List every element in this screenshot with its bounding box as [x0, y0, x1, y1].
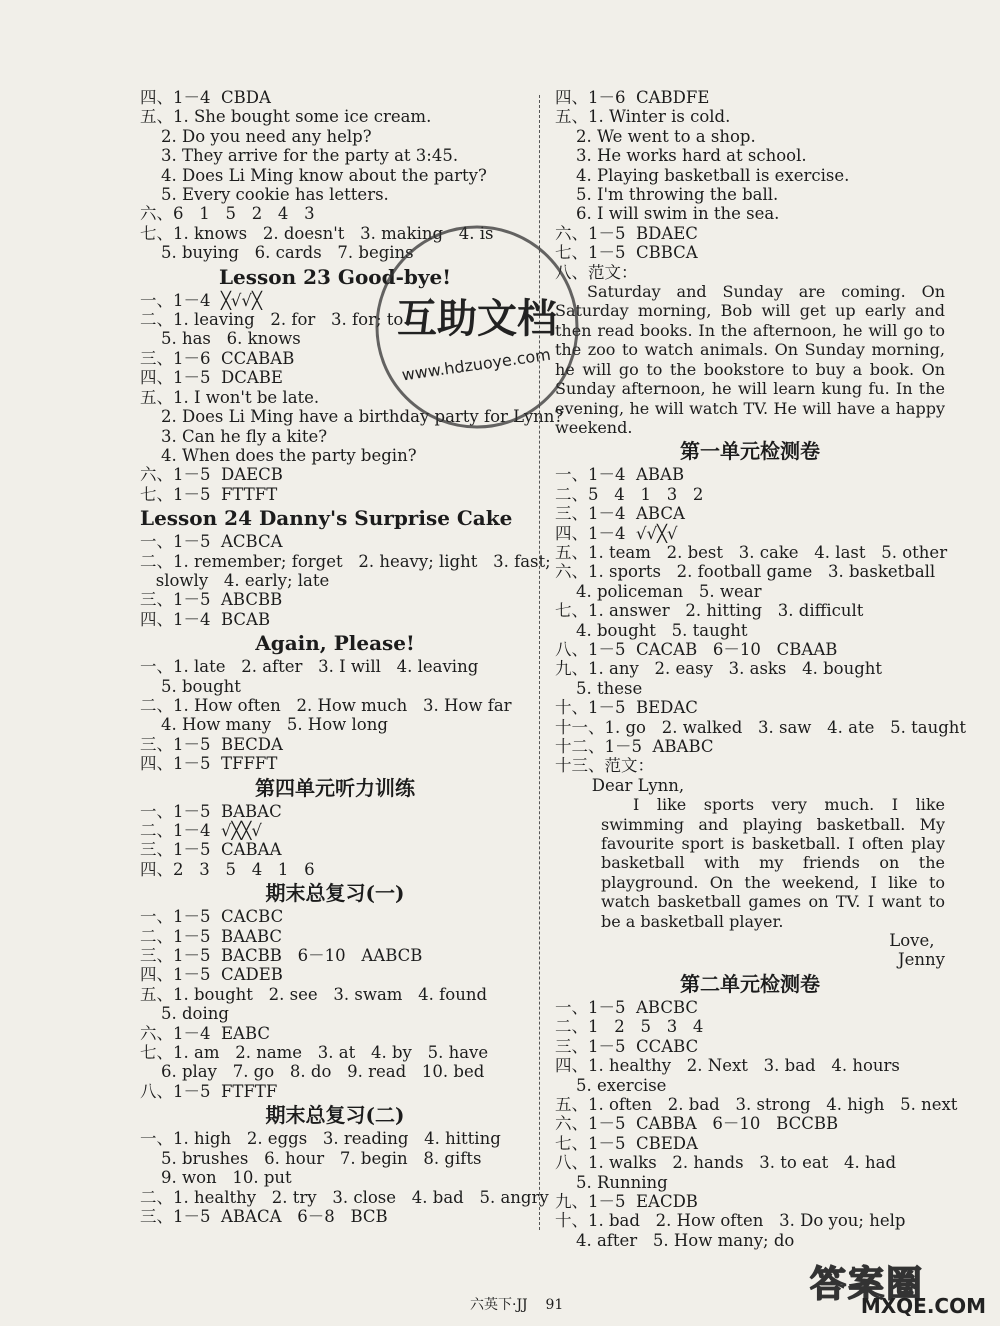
answer-line: 四、1－4 BCAB [140, 609, 271, 629]
answer-line: 4. Does Li Ming know about the party? [140, 165, 487, 185]
watermark-url: www.hdzuoye.com [400, 344, 552, 385]
answer-line: 一、1－5 BABAC [140, 801, 282, 821]
answer-line: 六、1. sports 2. football game 3. basketball [555, 562, 936, 582]
answer-line: 三、1－5 BACBB 6－10 AABCB [140, 946, 423, 966]
answer-line: 2. We went to a shop. [555, 126, 756, 146]
answer-line: 3. He works hard at school. [555, 146, 807, 166]
answer-line: 4. bought 5. taught [555, 620, 748, 640]
answer-line: 4. How many 5. How long [140, 715, 388, 735]
answer-line: 一、1－5 ABCBC [555, 997, 699, 1017]
answer-line: 二、1. remember; forget 2. heavy; light 3. fast; [140, 551, 551, 571]
answer-line: 七、1. answer 2. hitting 3. difficult [555, 601, 864, 621]
section-heading: Again, Please! [255, 631, 415, 656]
column-divider [539, 95, 540, 1230]
answer-line: 七、1－5 FTTFT [140, 484, 278, 504]
answer-line: 六、1－5 BDAEC [555, 223, 698, 243]
answer-line: 2. Does Li Ming have a birthday party for Lynn? [140, 407, 564, 427]
answer-line: 三、1－5 ABACA 6－8 BCB [140, 1206, 388, 1226]
answer-line: 八、范文： [555, 262, 638, 282]
answer-line: 六、6 1 5 2 4 3 [140, 204, 315, 224]
page-footer: 六英下·JJ 91 [470, 1297, 564, 1313]
answer-line: 二、1－4 √╳╳√ [140, 821, 262, 840]
answer-line: 八、1－5 CACAB 6－10 CBAAB [555, 639, 838, 659]
answer-line: 5. these [555, 678, 643, 698]
answer-line: 五、1. She bought some ice cream. [140, 107, 432, 127]
site-logo [802, 1256, 992, 1320]
answer-line: 十三、范文： [555, 756, 654, 776]
answer-line: 七、1－5 CBBCA [555, 243, 698, 263]
answer-line: 5. exercise [555, 1075, 667, 1095]
section-heading: Lesson 23 Good-bye! [218, 264, 452, 289]
answer-line: 八、1－5 FTFTF [140, 1081, 278, 1101]
answer-line: 十、1. bad 2. How often 3. Do you; help [555, 1211, 906, 1231]
answer-line: 一、1. high 2. eggs 3. reading 4. hitting [140, 1129, 501, 1149]
answer-line: 四、1－5 CADEB [140, 965, 283, 985]
answer-line: 七、1. knows 2. doesn't 3. making 4. is [140, 223, 494, 243]
answer-line: 4. Playing basketball is exercise. [555, 165, 850, 185]
answer-line: 九、1. any 2. easy 3. asks 4. bought [555, 659, 883, 679]
answer-line: 五、1. team 2. best 3. cake 4. last 5. other [555, 542, 948, 562]
answer-line: 二、1. How often 2. How much 3. How far [140, 695, 512, 715]
answer-line: 3. Can he fly a kite? [140, 426, 328, 446]
section-heading: 第四单元听力训练 [255, 775, 415, 800]
answer-line: 二、1 2 5 3 4 [555, 1017, 704, 1037]
logo-domain: MXQE.COM [860, 1294, 986, 1318]
answer-line: 三、1－6 CCABAB [140, 348, 295, 368]
answer-line: 五、1. often 2. bad 3. strong 4. high 5. next [555, 1094, 958, 1114]
section-heading: 第一单元检测卷 [680, 439, 820, 464]
answer-line: 5. brushes 6. hour 7. begin 8. gifts [140, 1148, 482, 1168]
answer-line: 5. Running [555, 1172, 668, 1192]
answer-line: 四、2 3 5 4 1 6 [140, 859, 315, 879]
answer-line: 6. I will swim in the sea. [555, 204, 780, 224]
answer-line: 4. after 5. How many; do [555, 1230, 795, 1250]
answer-line: 五、1. Winter is cold. [555, 107, 731, 127]
left-column [140, 88, 564, 1226]
answer-line: 一、1－5 ACBCA [140, 532, 283, 552]
answer-line: 6. play 7. go 8. do 9. read 10. bed [140, 1062, 485, 1082]
answer-line: 三、1－5 CCABC [555, 1036, 699, 1056]
answer-line: 十二、1－5 ABABC [555, 737, 714, 756]
answer-line: 四、1－4 CBDA [140, 88, 271, 107]
answer-line: 九、1－5 EACDB [555, 1191, 698, 1211]
sample-essay: Saturday and Sunday are coming. On Saturday morning, Bob will get up early and then read books. In the afternoon, he will go to the zoo to watch animals. On Sunday morning, he will go to the bookstore to buy a book. On Sunday afternoon, he will learn kung fu. In the evening, he will watch TV. He will have a happy weekend. [555, 282, 945, 437]
right-column [555, 88, 967, 1250]
section-heading: 第二单元检测卷 [680, 971, 820, 996]
answer-line: 一、1－4 ABAB [555, 465, 685, 485]
sample-essay: I like sports very much. I like swimming and playing basketball. My favourite sport is basketball. I often play basketball with my friends on the playground. On the weekend, I like to watch basketball games on TV. I want to be a basketball player. [601, 795, 945, 931]
answer-line: Dear Lynn, [555, 775, 685, 795]
answer-line: slowly 4. early; late [140, 570, 330, 590]
section-heading: 期末总复习(一) [265, 881, 405, 906]
answer-line: 四、1. healthy 2. Next 3. bad 4. hours [555, 1056, 900, 1076]
answer-line: 二、1. leaving 2. for 3. for; to [140, 310, 404, 330]
answer-line: 三、1－4 ABCA [555, 504, 685, 524]
answer-line: 四、1－4 √√╳√ [555, 523, 678, 543]
answer-line: 三、1－5 BECDA [140, 734, 283, 754]
logo-text: 答案圈 [810, 1264, 925, 1305]
answer-line: 十、1－5 BEDAC [555, 698, 698, 718]
answer-line: 5. bought [140, 676, 241, 696]
answer-line: 二、1. healthy 2. try 3. close 4. bad 5. angry [140, 1187, 549, 1207]
letter-signoff: Jenny [898, 950, 945, 970]
answer-line: 一、1. late 2. after 3. I will 4. leaving [140, 657, 479, 677]
answer-line: 七、1－5 CBEDA [555, 1133, 698, 1153]
answer-line: 一、1－5 CACBC [140, 907, 284, 927]
answer-line: 9. won 10. put [140, 1168, 292, 1188]
answer-line: 5. buying 6. cards 7. begins [140, 243, 414, 263]
answer-line: 四、1－5 TFFFT [140, 754, 278, 774]
answer-line: 5. doing [140, 1004, 229, 1024]
answer-line: 四、1－6 CABDFE [555, 88, 710, 107]
answer-line: 5. I'm throwing the ball. [555, 185, 779, 205]
answer-line: 一、1－4 ╳√√╳ [140, 290, 262, 310]
section-heading: Lesson 24 Danny's Surprise Cake [140, 506, 513, 531]
answer-line: 三、1－5 CABAA [140, 840, 282, 860]
answer-line: 二、5 4 1 3 2 [555, 484, 704, 504]
answer-line: 二、1－5 BAABC [140, 926, 282, 946]
answer-line: 六、1－5 CABBA 6－10 BCCBB [555, 1114, 839, 1134]
answer-line: 六、1－5 DAECB [140, 465, 283, 485]
answer-line: 六、1－4 EABC [140, 1023, 271, 1043]
answer-line: 十一、1. go 2. walked 3. saw 4. ate 5. taught [555, 717, 967, 737]
answer-line: 四、1－5 DCABE [140, 368, 283, 388]
answer-line: 三、1－5 ABCBB [140, 590, 283, 610]
answer-line: 5. Every cookie has letters. [140, 185, 389, 205]
letter-signoff: Love, [889, 931, 945, 951]
answer-line: 八、1. walks 2. hands 3. to eat 4. had [555, 1153, 897, 1173]
answer-line: 五、1. I won't be late. [140, 387, 320, 407]
answer-line: 4. When does the party begin? [140, 445, 417, 465]
answer-line: 2. Do you need any help? [140, 126, 372, 146]
section-heading: 期末总复习(二) [265, 1103, 405, 1128]
watermark-title: 互助文档 [397, 296, 557, 342]
answer-line: 3. They arrive for the party at 3:45. [140, 146, 459, 166]
answer-line: 七、1. am 2. name 3. at 4. by 5. have [140, 1043, 489, 1063]
answer-line: 5. has 6. knows [140, 329, 301, 349]
answer-line: 4. policeman 5. wear [555, 581, 762, 601]
answer-line: 五、1. bought 2. see 3. swam 4. found [140, 984, 488, 1004]
